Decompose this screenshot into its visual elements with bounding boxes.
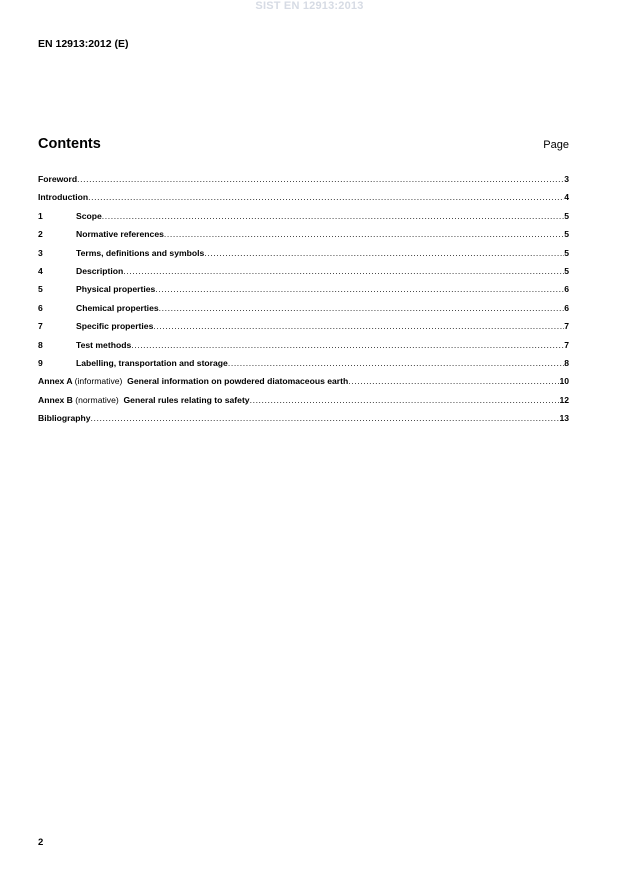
toc-entry-page: 5 [564, 210, 569, 221]
toc-entry-label: Terms, definitions and symbols [76, 247, 205, 258]
table-of-contents [38, 174, 569, 431]
toc-entry-number: 2 [38, 229, 43, 240]
toc-entry-page: 3 [564, 174, 569, 184]
toc-entry-label: Description [76, 265, 124, 276]
toc-leader [88, 192, 564, 202]
toc-entry-scope[interactable] [38, 211, 569, 229]
toc-entry-label [38, 376, 348, 386]
toc-leader [102, 211, 564, 221]
toc-entry-physical-properties[interactable] [38, 284, 569, 302]
toc-leader [228, 358, 564, 368]
toc-entry-label: Foreword [38, 174, 78, 184]
toc-entry-number: 8 [38, 339, 43, 350]
toc-entry-page: 4 [564, 192, 569, 203]
toc-leader [77, 174, 564, 184]
toc-entry-labelling[interactable] [38, 358, 569, 376]
toc-entry-page: 10 [559, 376, 569, 387]
toc-entry-terms-definitions[interactable] [38, 248, 569, 266]
toc-leader [159, 303, 565, 313]
toc-entry-number: 9 [38, 357, 43, 368]
toc-leader [155, 284, 564, 294]
toc-entry-label: Scope [76, 210, 102, 221]
annex-prefix: Annex A [38, 376, 73, 387]
document-id: EN 12913:2012 (E) [38, 38, 129, 50]
toc-entry-chemical-properties[interactable] [38, 303, 569, 321]
toc-entry-annex-b[interactable] [38, 395, 569, 413]
toc-entry-label: Bibliography [38, 413, 91, 424]
toc-leader [164, 229, 564, 239]
toc-entry-specific-properties[interactable] [38, 321, 569, 339]
toc-entry-page: 12 [559, 394, 569, 405]
toc-entry-number: 1 [38, 210, 43, 221]
toc-entry-introduction[interactable] [38, 192, 569, 210]
watermark: SIST EN 12913:2013 [255, 0, 364, 12]
annex-type: (normative) [75, 394, 119, 405]
toc-entry-label: Chemical properties [76, 302, 159, 313]
toc-leader [250, 395, 560, 405]
toc-entry-page: 8 [564, 357, 569, 368]
page-column-label: Page [543, 139, 569, 151]
toc-entry-description[interactable] [38, 266, 569, 284]
annex-title: General rules relating to safety [123, 394, 250, 405]
toc-entry-normative-references[interactable] [38, 229, 569, 247]
toc-entry-number: 4 [38, 265, 43, 276]
toc-entry-page: 7 [564, 321, 569, 332]
toc-entry-page: 5 [564, 229, 569, 240]
toc-leader [153, 321, 564, 331]
toc-leader [91, 413, 560, 423]
contents-title: Contents [38, 136, 101, 152]
toc-entry-page: 6 [564, 302, 569, 313]
toc-entry-test-methods[interactable] [38, 340, 569, 358]
toc-entry-number: 5 [38, 284, 43, 295]
toc-entry-label: Normative references [76, 229, 164, 240]
toc-leader [204, 248, 564, 258]
toc-entry-page: 7 [564, 339, 569, 350]
toc-entry-number: 3 [38, 247, 43, 258]
toc-entry-page: 13 [559, 413, 569, 424]
toc-leader [131, 340, 564, 350]
toc-leader [123, 266, 564, 276]
toc-entry-annex-a[interactable] [38, 376, 569, 394]
annex-title: General information on powdered diatomaceous earth [127, 376, 349, 387]
toc-entry-label: Physical properties [76, 284, 156, 295]
toc-entry-foreword[interactable] [38, 174, 569, 192]
toc-entry-number: 6 [38, 302, 43, 313]
toc-entry-page: 5 [564, 265, 569, 276]
toc-entry-label: Specific properties [76, 321, 154, 332]
toc-entry-number: 7 [38, 321, 43, 332]
annex-type: (informative) [74, 376, 123, 387]
toc-entry-label: Labelling, transportation and storage [76, 357, 228, 368]
toc-entry-page: 5 [564, 247, 569, 258]
toc-entry-label [38, 395, 250, 405]
page-number: 2 [38, 837, 44, 848]
toc-entry-bibliography[interactable] [38, 413, 569, 431]
toc-leader [348, 376, 559, 386]
toc-entry-page: 6 [564, 284, 569, 295]
toc-entry-label: Introduction [38, 192, 89, 203]
toc-entry-label: Test methods [76, 339, 132, 350]
annex-prefix: Annex B [38, 394, 73, 405]
